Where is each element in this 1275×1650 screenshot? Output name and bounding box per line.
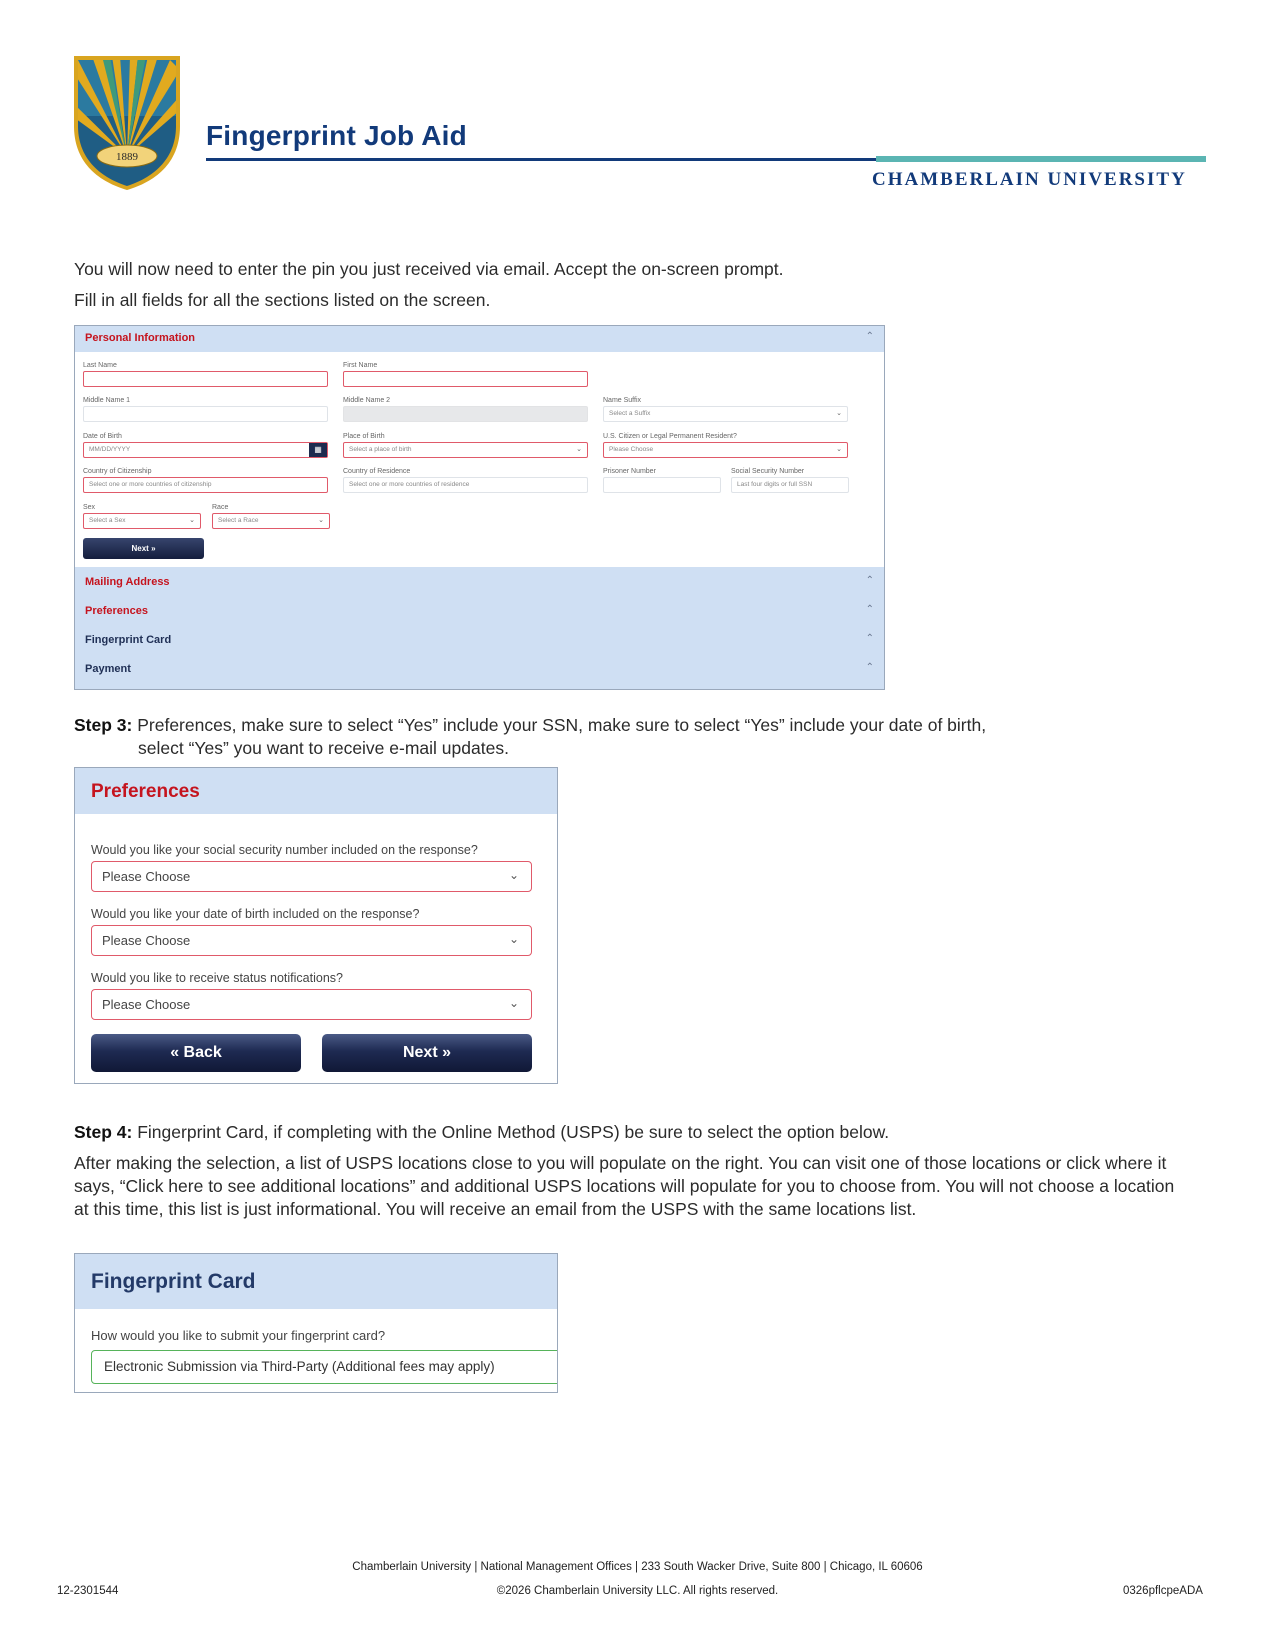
step4-label: Step 4:: [74, 1122, 133, 1142]
country-residence-select[interactable]: [343, 477, 588, 493]
personal-information-header[interactable]: [75, 326, 884, 352]
fingerprint-card-panel-header: [75, 1254, 557, 1309]
preferences-title: Preferences: [85, 605, 148, 617]
dob-question-label: Would you like your date of birth included on the response?: [91, 907, 420, 921]
calendar-icon[interactable]: ▦: [309, 443, 327, 457]
fingerprint-card-screenshot: [74, 1253, 558, 1393]
back-button-label: Back: [183, 1044, 222, 1061]
first-name-label: First Name: [343, 362, 378, 369]
chevron-up-icon[interactable]: ⌃: [865, 575, 874, 586]
chevron-down-icon: ⌄: [508, 932, 519, 946]
preferences-panel-header: [75, 768, 557, 814]
dob-question-select[interactable]: [91, 925, 532, 956]
place-of-birth-value: Select a place of birth: [349, 446, 412, 453]
race-value: Select a Race: [218, 517, 259, 524]
fill-instruction: Fill in all fields for all the sections listed on the screen.: [74, 290, 491, 310]
preferences-panel-title: Preferences: [91, 781, 200, 802]
notifications-question-value: Please Choose: [102, 997, 191, 1012]
sex-select[interactable]: [83, 513, 201, 529]
submission-method-value: Electronic Submission via Third-Party (Additional fees may apply): [104, 1359, 495, 1374]
step3-instruction: [74, 714, 1074, 760]
footer-document-code: 12-2301544: [57, 1585, 119, 1597]
notifications-question-select[interactable]: [91, 989, 532, 1020]
personal-information-title: Personal Information: [85, 332, 196, 344]
pin-instruction: You will now need to enter the pin you just received via email. Accept the on-screen prompt.: [74, 259, 784, 279]
payment-header[interactable]: [75, 654, 884, 680]
personal-next-label: Next: [131, 544, 149, 553]
middle-name-2-input[interactable]: [343, 406, 588, 422]
place-of-birth-label: Place of Birth: [343, 433, 385, 440]
chevron-down-icon: ⌄: [576, 446, 582, 453]
notifications-question-label: Would you like to receive status notifications?: [91, 971, 343, 985]
place-of-birth-select[interactable]: [343, 442, 588, 458]
citizen-label: U.S. Citizen or Legal Permanent Resident?: [603, 433, 737, 440]
dob-input[interactable]: [83, 442, 328, 458]
double-chevron-right-icon: »: [442, 1044, 452, 1061]
prisoner-number-label: Prisoner Number: [603, 468, 656, 475]
back-button[interactable]: [91, 1034, 301, 1072]
dob-placeholder: MM/DD/YYYY: [89, 446, 131, 453]
sex-value: Select a Sex: [89, 517, 126, 524]
chevron-down-icon: ⌄: [318, 517, 324, 524]
ssn-placeholder: Last four digits or full SSN: [737, 481, 813, 488]
footer-form-code: 0326pflcpeADA: [1123, 1585, 1203, 1597]
submission-method-select[interactable]: [91, 1350, 558, 1384]
preferences-screenshot: [74, 767, 558, 1084]
ssn-input[interactable]: [731, 477, 849, 493]
next-button-label: Next: [402, 1044, 438, 1061]
prisoner-number-input[interactable]: [603, 477, 721, 493]
step3-text-line1: Preferences, make sure to select “Yes” include your SSN, make sure to select “Yes” include your date of birth,: [137, 715, 987, 735]
middle-name-1-input[interactable]: [83, 406, 328, 422]
step4-instruction: [74, 1121, 889, 1144]
ssn-question-label: Would you like your social security number included on the response?: [91, 843, 478, 857]
name-suffix-value: Select a Suffix: [609, 410, 651, 417]
mailing-address-header[interactable]: [75, 567, 884, 593]
chevron-down-icon: ⌄: [836, 446, 842, 453]
preferences-header[interactable]: [75, 596, 884, 622]
step4-text: Fingerprint Card, if completing with the Online Method (USPS) be sure to select the option below.: [137, 1122, 890, 1142]
ssn-label: Social Security Number: [731, 468, 805, 475]
step3-text-line2: select “Yes” you want to receive e-mail updates.: [138, 738, 509, 758]
chevron-down-icon: ⌄: [189, 517, 195, 524]
sex-label: Sex: [83, 504, 96, 511]
citizen-select[interactable]: [603, 442, 848, 458]
svg-text:1889: 1889: [116, 151, 138, 163]
payment-title: Payment: [85, 663, 131, 675]
next-button[interactable]: [322, 1034, 532, 1072]
header-rule-blue: [206, 158, 882, 161]
chevron-up-icon[interactable]: ⌃: [865, 604, 874, 615]
ssn-question-value: Please Choose: [102, 869, 191, 884]
mailing-address-title: Mailing Address: [85, 576, 170, 588]
chevron-down-icon: ⌄: [836, 410, 842, 417]
race-label: Race: [212, 504, 229, 511]
chevron-up-icon[interactable]: ⌃: [865, 331, 874, 342]
ssn-question-select[interactable]: [91, 861, 532, 892]
submission-method-label: How would you like to submit your fingerprint card?: [91, 1328, 386, 1343]
country-residence-label: Country of Residence: [343, 468, 411, 475]
usps-locations-paragraph: After making the selection, a list of USPS locations close to you will populate on the right. You can visit one of those locations or click where it says, “Click here to see additional locations” and additional USPS locations will populate for you to choose from. You will not choose a location at this time, this list is just informational. You will receive an email from the USPS with the same locations list.: [74, 1153, 1175, 1219]
name-suffix-select[interactable]: [603, 406, 848, 422]
footer-address: Chamberlain University | National Management Offices | 233 South Wacker Drive, Suite 800 | Chicago, IL 60606: [352, 1561, 923, 1573]
university-name: CHAMBERLAIN UNIVERSITY: [872, 169, 1187, 190]
country-citizenship-value: Select one or more countries of citizenship: [89, 481, 212, 488]
step3-label: Step 3:: [74, 715, 133, 735]
country-citizenship-label: Country of Citizenship: [83, 468, 152, 475]
name-suffix-label: Name Suffix: [603, 397, 641, 404]
first-name-input[interactable]: [343, 371, 588, 387]
fingerprint-card-header[interactable]: [75, 625, 884, 651]
fingerprint-card-title: Fingerprint Card: [85, 634, 172, 646]
chevron-down-icon: ⌄: [508, 996, 519, 1010]
chamberlain-shield-logo: [72, 56, 182, 190]
dob-label: Date of Birth: [83, 433, 122, 440]
dob-question-value: Please Choose: [102, 933, 191, 948]
footer-copyright: ©2026 Chamberlain University LLC. All rights reserved.: [496, 1585, 779, 1597]
personal-information-screenshot: [74, 325, 885, 690]
document-title: Fingerprint Job Aid: [206, 120, 467, 151]
country-citizenship-select[interactable]: [83, 477, 328, 493]
chevron-up-icon[interactable]: ⌃: [865, 662, 874, 673]
header-rule-teal: [876, 156, 1206, 162]
last-name-input[interactable]: [83, 371, 328, 387]
citizen-value: Please Choose: [609, 446, 654, 453]
race-select[interactable]: [212, 513, 330, 529]
fingerprint-card-panel-title: Fingerprint Card: [91, 1270, 256, 1293]
middle-name-1-label: Middle Name 1: [83, 397, 131, 404]
middle-name-2-label: Middle Name 2: [343, 397, 391, 404]
double-chevron-left-icon: «: [170, 1044, 180, 1061]
chevron-up-icon[interactable]: ⌃: [865, 633, 874, 644]
double-chevron-right-icon: »: [151, 544, 156, 553]
chevron-down-icon: ⌄: [508, 868, 519, 882]
last-name-label: Last Name: [83, 362, 117, 369]
country-residence-value: Select one or more countries of residence: [349, 481, 470, 488]
personal-next-button[interactable]: [83, 538, 204, 559]
